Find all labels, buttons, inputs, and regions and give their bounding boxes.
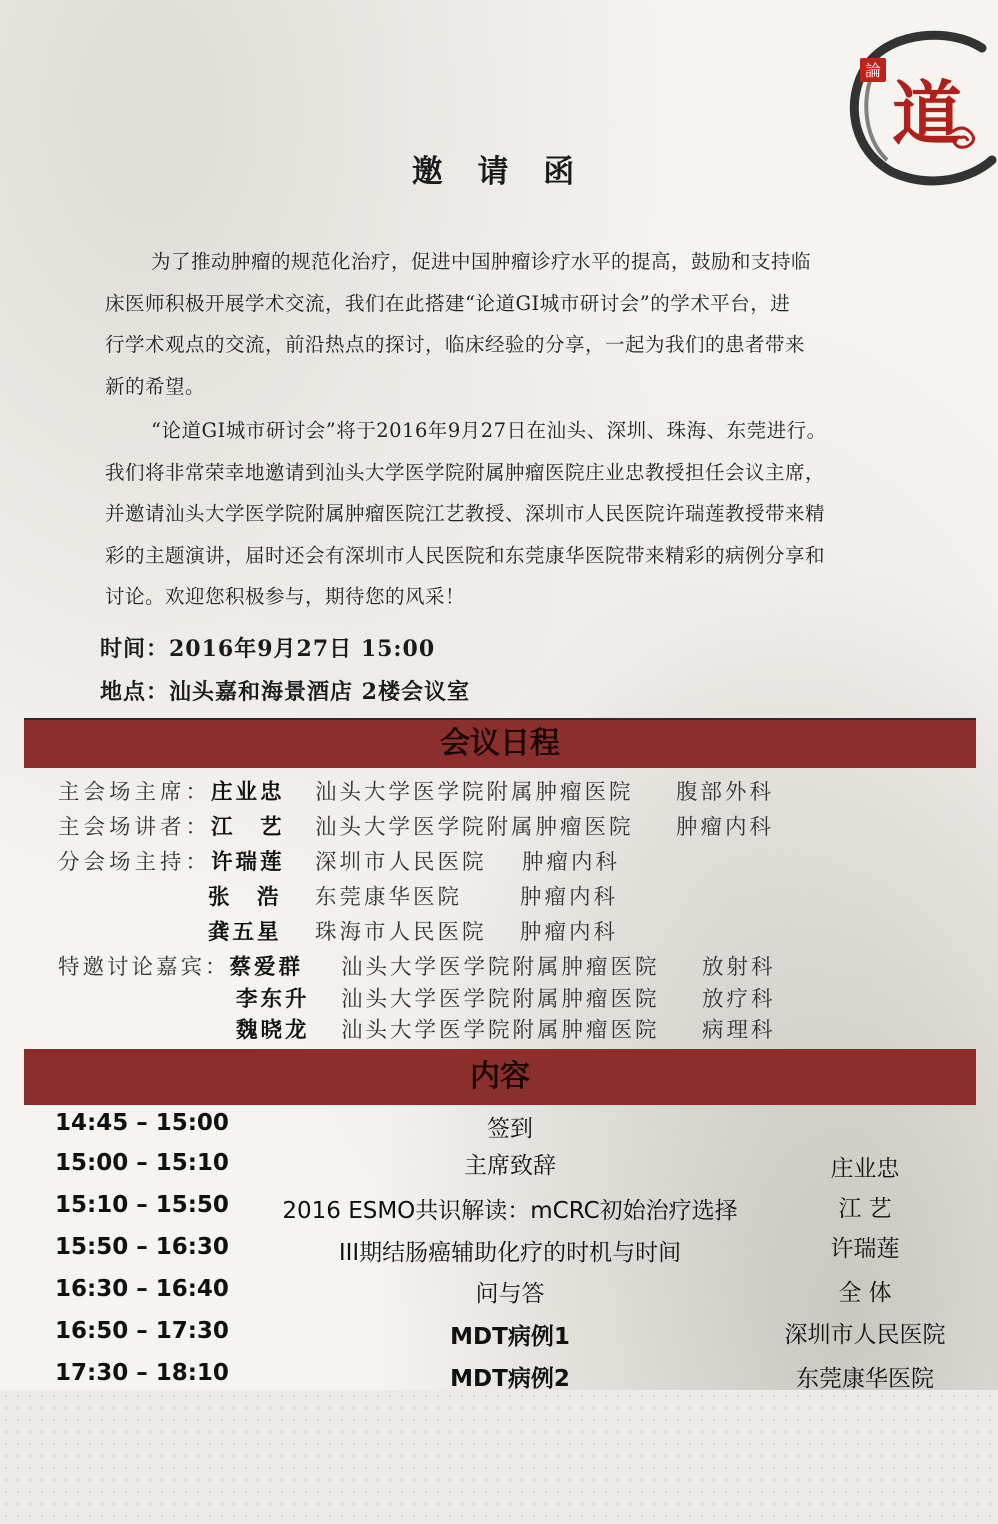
intro-line: 行学术观点的交流，前沿热点的探讨，临床经验的分享，一起为我们的患者带来 — [105, 333, 806, 356]
agenda-department: 放疗科 — [702, 987, 776, 1012]
schedule-topic: 2016 ESMO共识解读：mCRC初始治疗选择 — [282, 1198, 738, 1224]
schedule-topic: MDT病例2 — [450, 1366, 570, 1390]
agenda-institution: 汕头大学医学院附属肿瘤医院 — [315, 815, 634, 840]
agenda-department: 腹部外科 — [676, 780, 775, 805]
agenda-role: 分会场主持： — [58, 850, 212, 875]
schedule-topic: MDT病例1 — [450, 1324, 570, 1350]
schedule-speaker: 全 体 — [838, 1280, 892, 1306]
agenda-person: 蔡爱群 — [229, 955, 304, 980]
agenda-role: 特邀讨论嘉宾： — [58, 955, 230, 980]
agenda-institution: 深圳市人民医院 — [315, 850, 487, 875]
meeting-time: 时间：2016年9月27日 15:00 — [100, 636, 436, 662]
agenda-row — [58, 950, 303, 981]
agenda-department: 肿瘤内科 — [520, 885, 619, 910]
logo-seal-character: 論 — [864, 61, 882, 80]
detail-line: 我们将非常荣幸地邀请到汕头大学医学院附属肿瘤医院庄业忠教授担任会议主席， — [105, 460, 826, 484]
schedule-speaker: 江 艺 — [838, 1196, 892, 1222]
agenda-person: 庄业忠 — [211, 780, 285, 805]
agenda-row — [236, 982, 310, 1013]
schedule-topic: III期结肠癌辅助化疗的时机与时间 — [338, 1240, 682, 1266]
page-title: 邀 请 函 — [411, 154, 587, 190]
schedule-topic: 签到 — [487, 1116, 533, 1142]
detail-line: 讨论。欢迎您积极参与，期待您的风采！ — [105, 585, 466, 608]
schedule-speaker: 东莞康华医院 — [796, 1366, 934, 1390]
logo-brush-character: 道 — [892, 72, 962, 155]
schedule-time: 15:00 – 15:10 — [55, 1150, 229, 1176]
schedule-time: 16:50 – 17:30 — [55, 1318, 229, 1344]
agenda-department: 肿瘤内科 — [522, 850, 621, 875]
intro-line: 为了推动肿瘤的规范化治疗，促进中国肿瘤诊疗水平的提高，鼓励和支持临 — [151, 250, 812, 273]
agenda-row — [58, 775, 285, 806]
schedule-speaker: 庄业忠 — [830, 1156, 900, 1182]
detail-line: 并邀请汕头大学医学院附属肿瘤医院江艺教授、深圳市人民医院许瑞莲教授带来精 — [105, 502, 826, 525]
agenda-institution: 东莞康华医院 — [315, 885, 463, 910]
agenda-person: 李东升 — [236, 987, 310, 1012]
schedule-time: 15:10 – 15:50 — [55, 1192, 229, 1218]
agenda-institution: 汕头大学医学院附属肿瘤医院 — [341, 955, 660, 980]
agenda-role: 主会场讲者： — [58, 815, 212, 840]
schedule-time: 14:45 – 15:00 — [55, 1110, 229, 1136]
schedule-speaker: 深圳市人民医院 — [784, 1322, 946, 1348]
agenda-person: 龚五星 — [208, 920, 282, 945]
detail-line: “论道GI城市研讨会”将于2016年9月27日在汕头、深圳、珠海、东莞进行。 — [151, 419, 827, 442]
schedule-topic: 问与答 — [475, 1281, 545, 1307]
schedule-time: 17:30 – 18:10 — [55, 1360, 229, 1386]
meeting-location: 地点：汕头嘉和海景酒店 2楼会议室 — [100, 679, 470, 705]
agenda-person: 江 艺 — [211, 815, 285, 840]
agenda-department: 放射科 — [702, 955, 776, 980]
content-heading-band: 内容 — [24, 1049, 976, 1105]
intro-paragraph — [105, 241, 895, 407]
agenda-department: 肿瘤内科 — [520, 920, 619, 945]
agenda-row — [208, 915, 282, 946]
agenda-institution: 汕头大学医学院附属肿瘤医院 — [341, 1018, 660, 1043]
agenda-person: 张 浩 — [208, 885, 282, 910]
agenda-institution: 汕头大学医学院附属肿瘤医院 — [315, 780, 634, 805]
detail-paragraph — [105, 410, 905, 618]
schedule-topic: 主席致辞 — [464, 1153, 556, 1179]
agenda-institution: 汕头大学医学院附属肿瘤医院 — [341, 987, 660, 1012]
agenda-row — [58, 810, 285, 841]
intro-line: 新的希望。 — [105, 374, 206, 398]
schedule-clipped-row — [0, 1355, 998, 1390]
agenda-row — [236, 1013, 310, 1044]
agenda-role: 主会场主席： — [58, 780, 212, 805]
intro-line: 床医师积极开展学术交流，我们在此搭建“论道GI城市研讨会”的学术平台，进 — [105, 291, 791, 315]
agenda-institution: 珠海市人民医院 — [315, 920, 487, 945]
agenda-person: 许瑞莲 — [211, 850, 285, 875]
agenda-row — [208, 880, 282, 911]
schedule-time: 15:50 – 16:30 — [55, 1234, 229, 1260]
agenda-heading-band: 会议日程 — [24, 718, 976, 768]
agenda-department: 肿瘤内科 — [676, 815, 775, 840]
agenda-row — [58, 845, 285, 876]
agenda-department: 病理科 — [702, 1018, 776, 1043]
page-background-strip — [0, 1390, 998, 1524]
schedule-speaker: 许瑞莲 — [830, 1236, 900, 1262]
agenda-person: 魏晓龙 — [236, 1018, 310, 1043]
detail-line: 彩的主题演讲，届时还会有深圳市人民医院和东莞康华医院带来精彩的病例分享和 — [105, 543, 826, 567]
schedule-time: 16:30 – 16:40 — [55, 1276, 229, 1302]
